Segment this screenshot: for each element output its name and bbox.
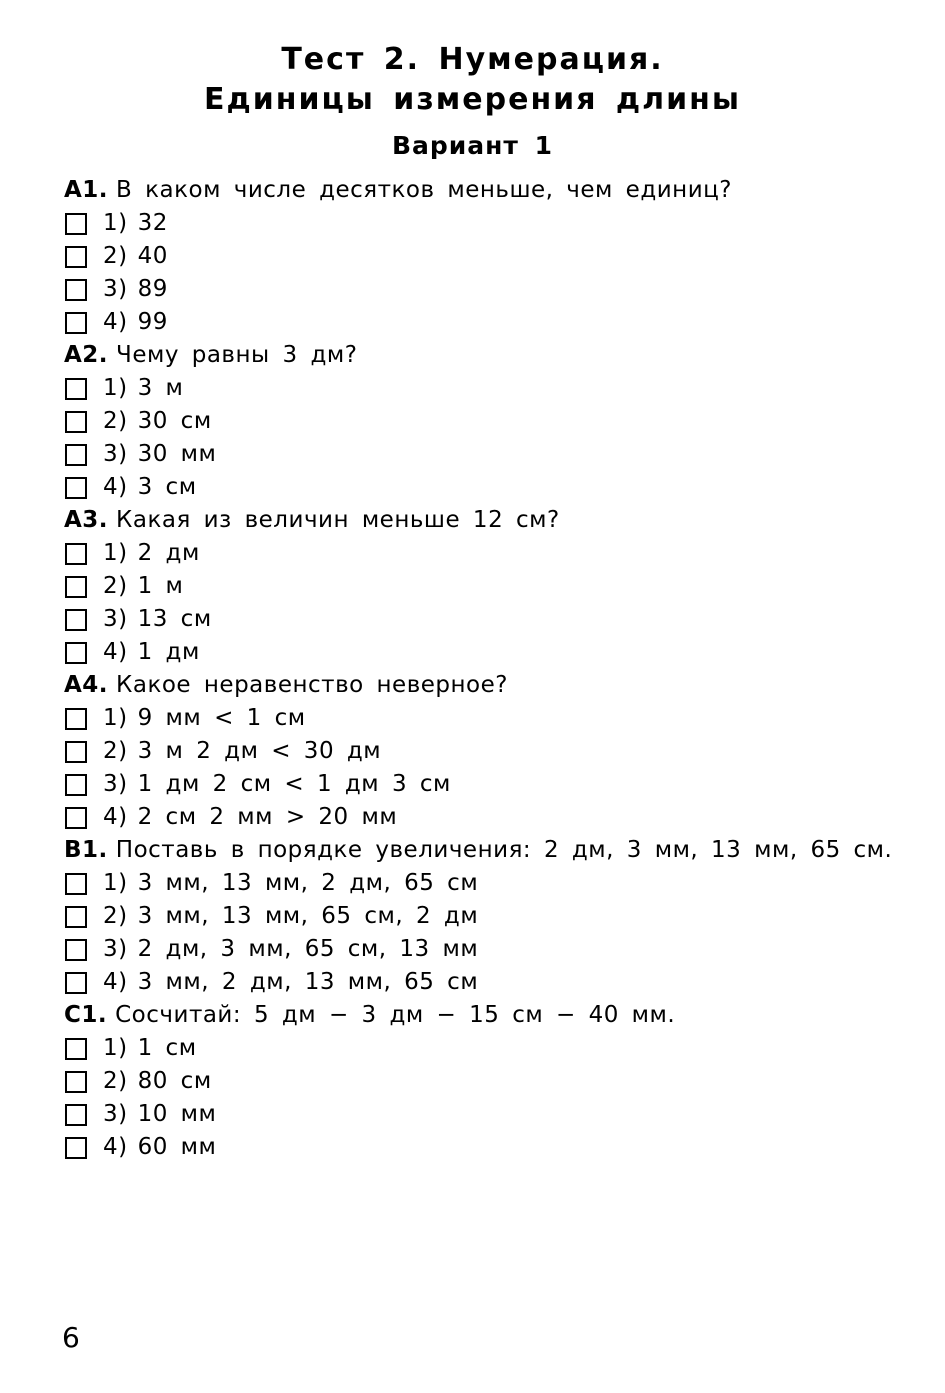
answer-checkbox[interactable] — [65, 444, 87, 466]
question-a2 — [64, 339, 924, 504]
option-number: 1) — [103, 870, 128, 896]
question-a1 — [64, 174, 924, 339]
answer-checkbox[interactable] — [65, 1137, 87, 1159]
question-a3 — [64, 504, 924, 669]
option-number: 3) — [103, 276, 128, 302]
question-text-line — [64, 999, 924, 1032]
question-number: A1. — [64, 177, 109, 203]
option-text: 1 дм — [137, 639, 200, 665]
page-title-line1: Тест 2. Нумерация. — [281, 42, 664, 77]
option-text: 3 мм, 13 мм, 65 см, 2 дм — [137, 903, 479, 929]
option-text: 3 мм, 13 мм, 2 дм, 65 см — [137, 870, 479, 896]
answer-option[interactable] — [64, 966, 924, 999]
answer-checkbox[interactable] — [65, 609, 87, 631]
answer-option[interactable] — [64, 603, 924, 636]
answer-checkbox[interactable] — [65, 576, 87, 598]
option-number: 1) — [103, 705, 128, 731]
option-number: 1) — [103, 1035, 128, 1061]
answer-option[interactable] — [64, 933, 924, 966]
option-number: 1) — [103, 540, 128, 566]
option-text: 32 — [137, 210, 168, 236]
option-number: 4) — [103, 804, 128, 830]
option-number: 1) — [103, 210, 128, 236]
option-text: 2 см 2 мм > 20 мм — [137, 804, 398, 830]
option-number: 2) — [103, 243, 128, 269]
answer-checkbox[interactable] — [65, 774, 87, 796]
answer-checkbox[interactable] — [65, 246, 87, 268]
answer-option[interactable] — [64, 702, 924, 735]
answer-option[interactable] — [64, 273, 924, 306]
option-number: 3) — [103, 1101, 128, 1127]
answer-checkbox[interactable] — [65, 972, 87, 994]
option-text: 30 см — [137, 408, 212, 434]
option-text: 9 мм < 1 см — [137, 705, 306, 731]
question-number: B1. — [64, 837, 108, 863]
answer-checkbox[interactable] — [65, 873, 87, 895]
question-text: Сосчитай: 5 дм − 3 дм − 15 см − 40 мм. — [115, 1002, 676, 1028]
answer-option[interactable] — [64, 636, 924, 669]
question-c1 — [64, 999, 924, 1164]
answer-option[interactable] — [64, 438, 924, 471]
answer-checkbox[interactable] — [65, 1104, 87, 1126]
answer-option[interactable] — [64, 537, 924, 570]
answer-checkbox[interactable] — [65, 741, 87, 763]
question-text-line — [64, 504, 924, 537]
option-number: 4) — [103, 969, 128, 995]
question-number: A3. — [64, 507, 109, 533]
option-text: 1 м — [137, 573, 184, 599]
option-text: 3 см — [137, 474, 197, 500]
variant-heading: Вариант 1 — [391, 131, 554, 160]
option-number: 3) — [103, 441, 128, 467]
answer-checkbox[interactable] — [65, 411, 87, 433]
question-text: В каком числе десятков меньше, чем единиц? — [116, 177, 733, 203]
question-number: C1. — [64, 1002, 108, 1028]
answer-checkbox[interactable] — [65, 939, 87, 961]
answer-option[interactable] — [64, 900, 924, 933]
answer-checkbox[interactable] — [65, 543, 87, 565]
option-number: 3) — [103, 606, 128, 632]
answer-option[interactable] — [64, 405, 924, 438]
question-text-line — [64, 339, 924, 372]
option-number: 4) — [103, 474, 128, 500]
option-text: 3 мм, 2 дм, 13 мм, 65 см — [137, 969, 479, 995]
option-text: 10 мм — [137, 1101, 217, 1127]
answer-checkbox[interactable] — [65, 312, 87, 334]
answer-option[interactable] — [64, 207, 924, 240]
question-list — [64, 174, 924, 1164]
option-number: 4) — [103, 1134, 128, 1160]
answer-option[interactable] — [64, 1032, 924, 1065]
answer-option[interactable] — [64, 240, 924, 273]
answer-checkbox[interactable] — [65, 213, 87, 235]
answer-option[interactable] — [64, 1131, 924, 1164]
option-text: 2 дм, 3 мм, 65 см, 13 мм — [137, 936, 479, 962]
page-number: 6 — [62, 1321, 80, 1354]
question-b1 — [64, 834, 924, 999]
answer-option[interactable] — [64, 1065, 924, 1098]
answer-checkbox[interactable] — [65, 1071, 87, 1093]
option-text: 3 м 2 дм < 30 дм — [137, 738, 382, 764]
option-text: 40 — [137, 243, 168, 269]
answer-option[interactable] — [64, 801, 924, 834]
question-text: Поставь в порядке увеличения: 2 дм, 3 мм, 13 мм, 65 см. — [115, 837, 893, 863]
option-number: 2) — [103, 408, 128, 434]
option-text: 1 см — [137, 1035, 197, 1061]
question-a4 — [64, 669, 924, 834]
option-text: 80 см — [137, 1068, 212, 1094]
option-number: 2) — [103, 903, 128, 929]
question-number: A2. — [64, 342, 109, 368]
question-number: A4. — [64, 672, 109, 698]
answer-option[interactable] — [64, 768, 924, 801]
answer-option[interactable] — [64, 372, 924, 405]
answer-checkbox[interactable] — [65, 477, 87, 499]
answer-checkbox[interactable] — [65, 378, 87, 400]
question-text-line — [64, 834, 924, 867]
answer-checkbox[interactable] — [65, 642, 87, 664]
option-number: 2) — [103, 1068, 128, 1094]
option-number: 2) — [103, 738, 128, 764]
answer-checkbox[interactable] — [65, 807, 87, 829]
option-text: 99 — [137, 309, 168, 335]
question-text: Какая из величин меньше 12 см? — [116, 507, 560, 533]
answer-option[interactable] — [64, 471, 924, 504]
answer-option[interactable] — [64, 570, 924, 603]
question-text: Чему равны 3 дм? — [116, 342, 358, 368]
option-number: 2) — [103, 573, 128, 599]
answer-option[interactable] — [64, 867, 924, 900]
question-text: Какое неравенство неверное? — [116, 672, 508, 698]
page-title-line2: Единицы измерения длины — [204, 82, 741, 117]
option-text: 30 мм — [137, 441, 217, 467]
option-text: 60 мм — [137, 1134, 217, 1160]
option-text: 3 м — [137, 375, 184, 401]
option-text: 89 — [137, 276, 168, 302]
option-text: 13 см — [137, 606, 212, 632]
option-text: 1 дм 2 см < 1 дм 3 см — [137, 771, 451, 797]
answer-checkbox[interactable] — [65, 708, 87, 730]
option-number: 3) — [103, 936, 128, 962]
answer-checkbox[interactable] — [65, 1038, 87, 1060]
answer-option[interactable] — [64, 306, 924, 339]
answer-option[interactable] — [64, 1098, 924, 1131]
option-text: 2 дм — [137, 540, 200, 566]
option-number: 4) — [103, 309, 128, 335]
option-number: 3) — [103, 771, 128, 797]
option-number: 4) — [103, 639, 128, 665]
answer-checkbox[interactable] — [65, 279, 87, 301]
answer-checkbox[interactable] — [65, 906, 87, 928]
question-text-line — [64, 174, 924, 207]
answer-option[interactable] — [64, 735, 924, 768]
option-number: 1) — [103, 375, 128, 401]
question-text-line — [64, 669, 924, 702]
